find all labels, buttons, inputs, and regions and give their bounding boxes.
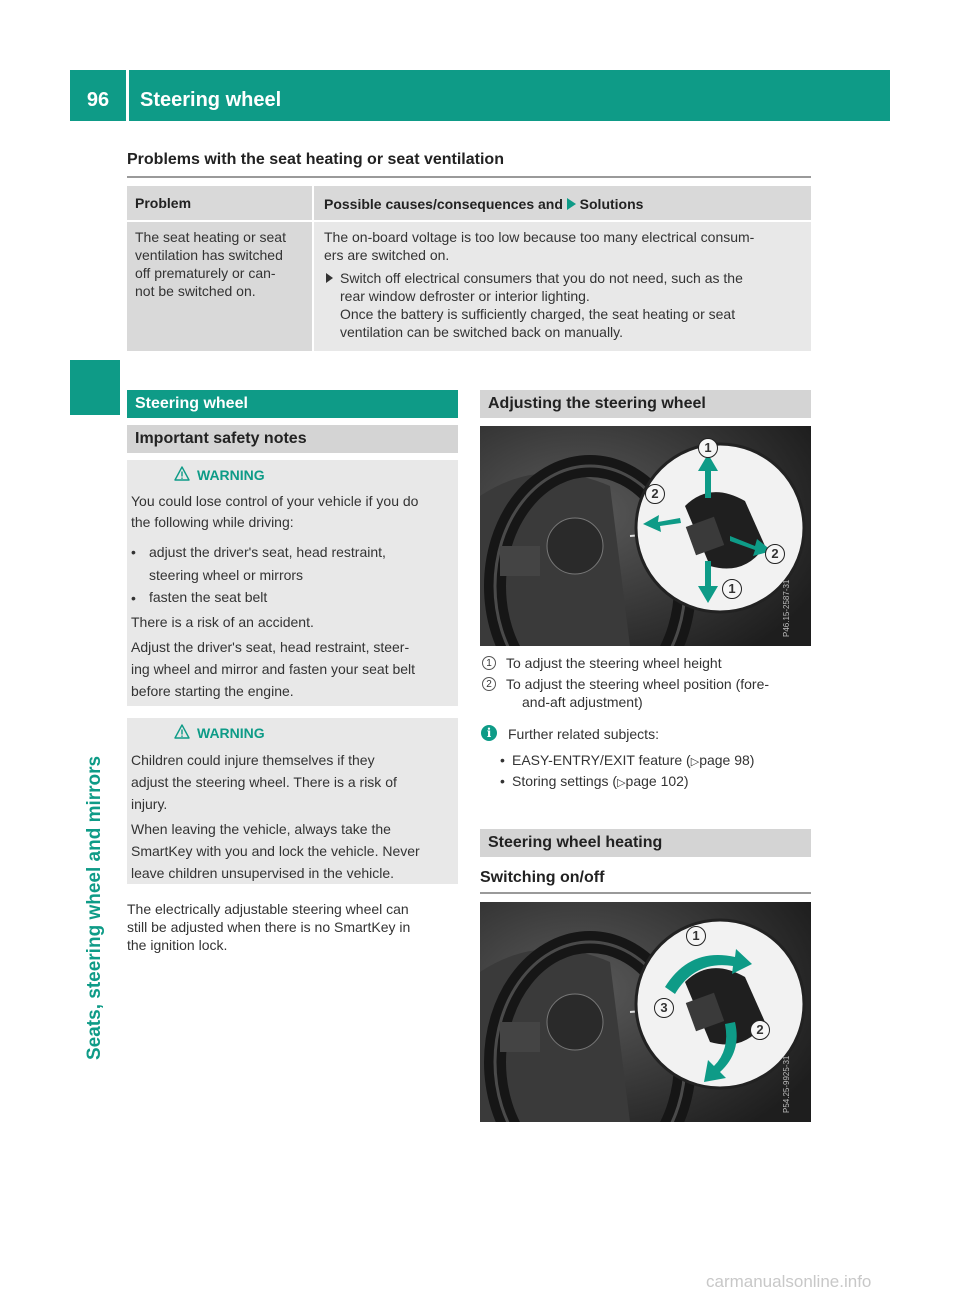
callout-marker: 2 xyxy=(645,484,665,504)
figure-code: P54.25-9925-31 xyxy=(782,1055,791,1113)
table-cell-problem: The seat heating or seat ventilation has switched off prematurely or can- not be switched on. xyxy=(127,222,312,351)
page-title: Steering wheel xyxy=(140,89,282,111)
switching-heading: Switching on/off xyxy=(480,869,605,886)
header-divider xyxy=(126,70,129,121)
page-ref-icon: ▷ xyxy=(617,777,626,789)
warning-box-2: WARNING Children could injure themselves if they adjust the steering wheel. There is a risk of injury. When leaving the vehicle, always take the SmartKey with you and lock the vehicle. Never leave children unsupervised in the vehicle. xyxy=(127,718,458,884)
switching-rule xyxy=(480,892,811,894)
callout-marker: 1 xyxy=(698,438,718,458)
info-icon: i xyxy=(481,725,497,741)
bullet-icon: • xyxy=(131,544,136,560)
subsection-safety-notes: Important safety notes xyxy=(127,425,458,453)
table-header-problem: Problem xyxy=(127,186,312,220)
section-steering-wheel: Steering wheel xyxy=(127,390,458,418)
item-text-1: To adjust the steering wheel height xyxy=(506,655,722,671)
action-arrow-icon xyxy=(567,198,576,210)
side-tab-marker xyxy=(70,360,120,415)
solutions-header-prefix: Possible causes/consequences and xyxy=(324,196,563,212)
callout-marker: 2 xyxy=(750,1020,770,1040)
solutions-header-suffix: Solutions xyxy=(579,196,644,212)
page-number: 96 xyxy=(86,89,110,111)
warning-box-1: WARNING You could lose control of your vehicle if you do the following while driving: • adjust the driver's seat, head restraint, steering wheel or mirrors • fasten the seat belt There is a risk of an accident. Adjust the driver's seat, head restraint, steer- ing wheel and mirror and fasten your seat belt before starting the engine. xyxy=(127,460,458,706)
warning-title: WARNING xyxy=(197,725,265,741)
table-header-solutions xyxy=(314,186,811,220)
item-marker-2: 2 xyxy=(482,677,496,691)
link-storing-settings[interactable]: Storing settings (▷page 102) xyxy=(512,773,689,789)
steering-heating-figure xyxy=(480,902,811,1122)
problems-table xyxy=(127,186,811,351)
callout-marker: 1 xyxy=(722,579,742,599)
section-steering-wheel-heating: Steering wheel heating xyxy=(480,829,811,857)
callout-marker: 3 xyxy=(654,998,674,1018)
table-cell-solution: The on-board voltage is too low because too many electrical consum- ers are switched on. Switch off electrical consumers that you do not need, such as the rear window defroster or interior lighting. Once the battery is sufficiently charged, the seat heating or seat ventilation can be switched back on manually. xyxy=(314,222,811,351)
info-label: Further related subjects: xyxy=(508,726,659,742)
warning-triangle-icon xyxy=(174,466,190,482)
item-text-2: To adjust the steering wheel position (fore- and-aft adjustment) xyxy=(506,676,770,710)
link-easy-entry[interactable]: EASY-ENTRY/EXIT feature (▷page 98) xyxy=(512,752,755,768)
bullet-icon: • xyxy=(500,752,505,768)
section-adjusting-steering-wheel: Adjusting the steering wheel xyxy=(480,390,811,418)
figure-code: P46.15-2587-31 xyxy=(782,579,791,637)
heading-rule xyxy=(127,176,811,178)
steering-adjust-illustration xyxy=(480,426,811,646)
footer-watermark: carmanualsonline.info xyxy=(706,1272,872,1291)
steering-heating-illustration xyxy=(480,902,811,1122)
steering-adjust-figure xyxy=(480,426,811,646)
warning-title: WARNING xyxy=(197,467,265,483)
warning-triangle-icon xyxy=(174,724,190,740)
callout-marker: 2 xyxy=(765,544,785,564)
steering-body-text: The electrically adjustable steering wheel can still be adjusted when there is no SmartKey in the ignition lock. xyxy=(127,901,411,953)
bullet-icon: • xyxy=(500,773,505,789)
problems-heading: Problems with the seat heating or seat ventilation xyxy=(127,151,504,168)
item-marker-1: 1 xyxy=(482,656,496,670)
step-arrow-icon xyxy=(326,273,333,283)
page-ref-icon: ▷ xyxy=(690,756,700,768)
bullet-icon: • xyxy=(131,590,136,606)
callout-marker: 1 xyxy=(686,926,706,946)
